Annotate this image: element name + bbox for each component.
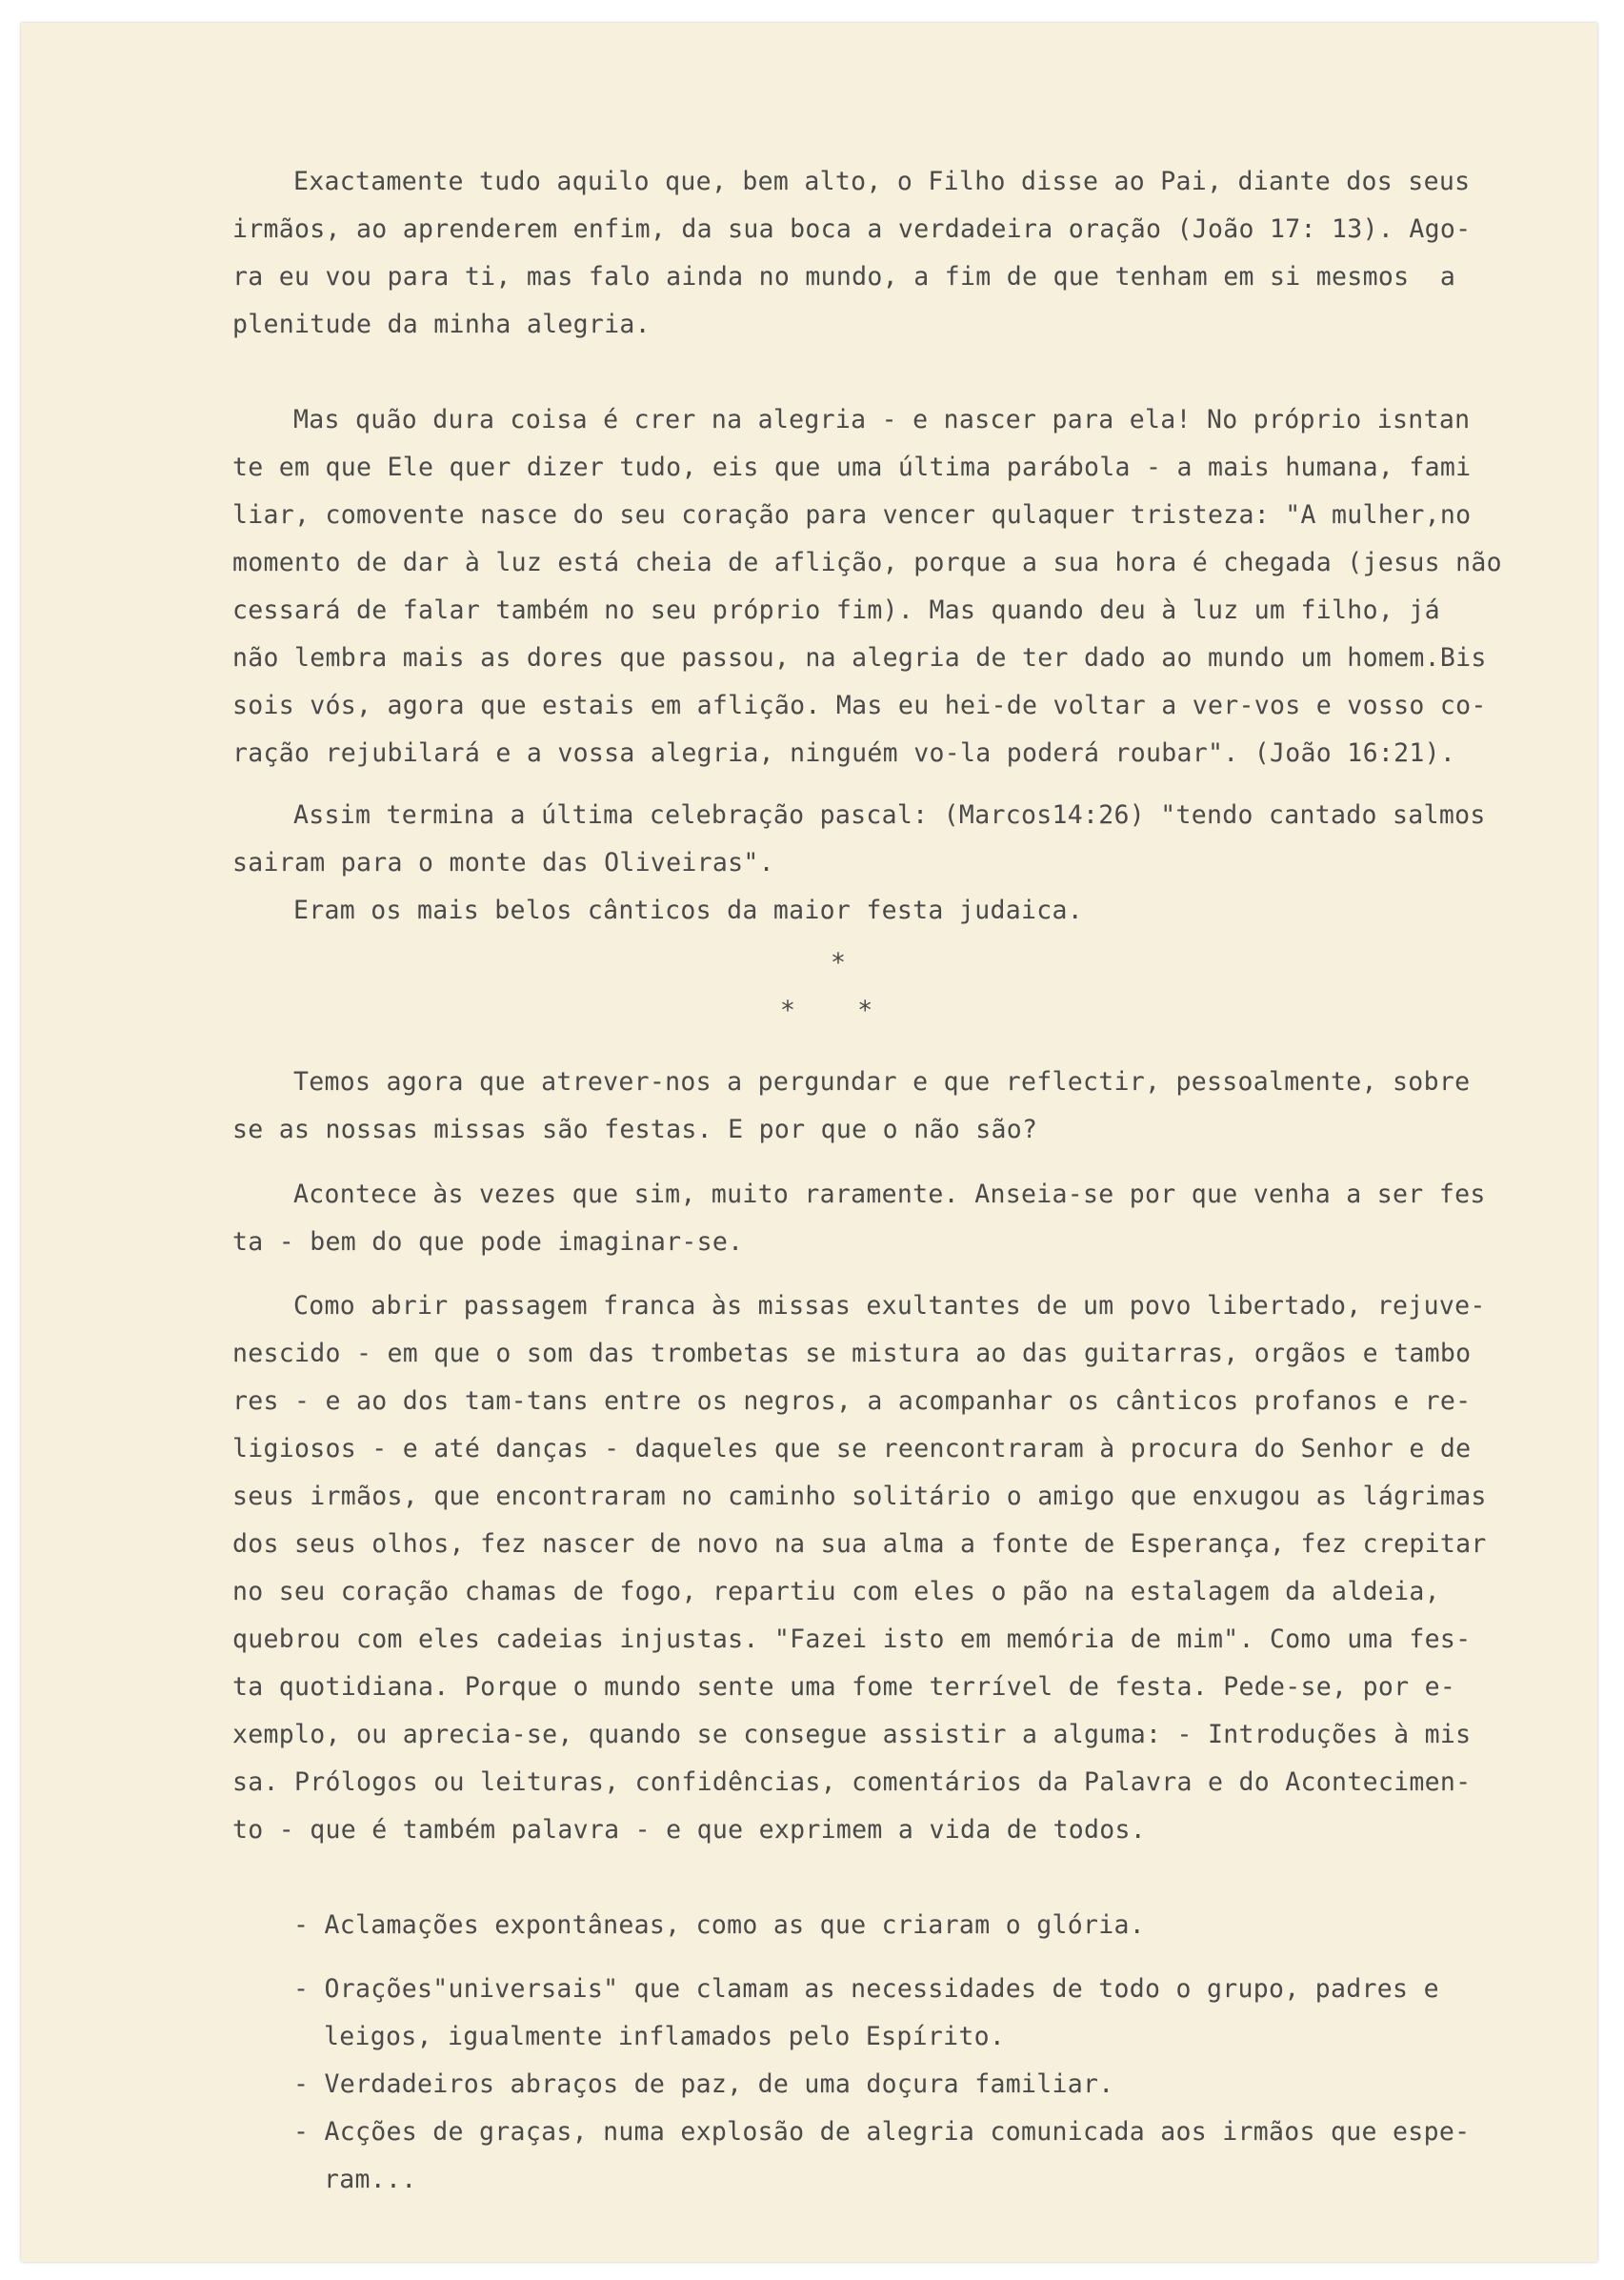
text-line: sa. Prólogos ou leituras, confidências, comentários da Palavra e do Acontecimen- [232, 1767, 1472, 1797]
text-line: to - que é também palavra - e que exprimem a vida de todos. [232, 1815, 1147, 1845]
text-line: se as nossas missas são festas. E por que o não são? [232, 1115, 1038, 1144]
text-line: nescido - em que o som das trombetas se mistura ao das guitarras, orgãos e tambo [232, 1339, 1472, 1368]
text-line: liar, comovente nasce do seu coração para vencer qulaquer tristeza: "A mulher,no [232, 500, 1472, 530]
text-line: quebrou com eles cadeias injustas. "Fazei isto em memória de mim". Como uma fes- [232, 1624, 1472, 1654]
text-line: Exactamente tudo aquilo que, bem alto, o Filho disse ao Pai, diante dos seus [293, 167, 1471, 196]
list-item: - Aclamações expontâneas, como as que criaram o glória. [293, 1910, 1145, 1940]
list-item-continuation: leigos, igualmente inflamados pelo Espírito. [324, 2022, 1006, 2051]
text-line: sairam para o monte das Oliveiras". [232, 848, 774, 878]
text-line: ligiosos - e até danças - daqueles que se reencontraram à procura do Senhor e de [232, 1434, 1472, 1463]
text-line: Assim termina a última celebração pascal: (Marcos14:26) "tendo cantado salmos [293, 800, 1486, 830]
text-line: dos seus olhos, fez nascer de novo na sua alma a fonte de Esperança, fez crepitar [232, 1529, 1487, 1559]
list-item-continuation: ram... [324, 2165, 417, 2194]
text-line: te em que Ele quer dizer tudo, eis que uma última parábola - a mais humana, fami [232, 453, 1472, 482]
text-line: xemplo, ou aprecia-se, quando se consegue assistir a alguma: - Introduções à mis [232, 1720, 1472, 1749]
text-line: res - e ao dos tam-tans entre os negros, a acompanhar os cânticos profanos e re- [232, 1386, 1472, 1416]
text-line: cessará de falar também no seu próprio fim). Mas quando deu à luz um filho, já [232, 595, 1440, 625]
text-line: Acontece às vezes que sim, muito raramente. Anseia-se por que venha a ser fes [293, 1180, 1486, 1209]
text-line: seus irmãos, que encontraram no caminho solitário o amigo que enxugou as lágrimas [232, 1482, 1487, 1511]
text-line: ra eu vou para ti, mas falo ainda no mundo, a fim de que tenham em si mesmos a [232, 262, 1456, 292]
text-line: Mas quão dura coisa é crer na alegria - e nascer para ela! No próprio isntan [293, 405, 1471, 434]
text-line: sois vós, agora que estais em aflição. Mas eu hei-de voltar a ver-vos e vosso co- [232, 691, 1487, 720]
text-line: ta - bem do que pode imaginar-se. [232, 1227, 744, 1257]
list-item: - Verdadeiros abraços de paz, de uma doçura familiar. [293, 2069, 1114, 2099]
text-line: não lembra mais as dores que passou, na alegria de ter dado ao mundo um homem.Bis [232, 643, 1487, 673]
list-item: - Orações"universais" que clamam as necessidades de todo o grupo, padres e [293, 1974, 1439, 2004]
text-line: Temos agora que atrever-nos a pergundar e que reflectir, pessoalmente, sobre [293, 1067, 1471, 1097]
text-line: ração rejubilará e a vossa alegria, ninguém vo-la poderá roubar". (João 16:21). [232, 738, 1456, 768]
text-line: ta quotidiana. Porque o mundo sente uma fome terrível de festa. Pede-se, por e- [232, 1672, 1456, 1702]
list-item: - Acções de graças, numa explosão de alegria comunicada aos irmãos que espe- [293, 2117, 1471, 2147]
text-line: momento de dar à luz está cheia de aflição, porque a sua hora é chegada (jesus não [232, 548, 1502, 577]
text-line: irmãos, ao aprenderem enfim, da sua boca a verdadeira oração (João 17: 13). Ago- [232, 214, 1472, 244]
text-line: Eram os mais belos cânticos da maior festa judaica. [293, 896, 1083, 925]
text-line: no seu coração chamas de fogo, repartiu com eles o pão na estalagem da aldeia, [232, 1577, 1440, 1606]
text-line: Como abrir passagem franca às missas exultantes de um povo libertado, rejuve- [293, 1291, 1486, 1321]
section-separator: * [831, 948, 847, 978]
section-separator: * * [780, 996, 873, 1025]
text-line: plenitude da minha alegria. [232, 310, 651, 339]
paper-sheet [21, 23, 1597, 2262]
